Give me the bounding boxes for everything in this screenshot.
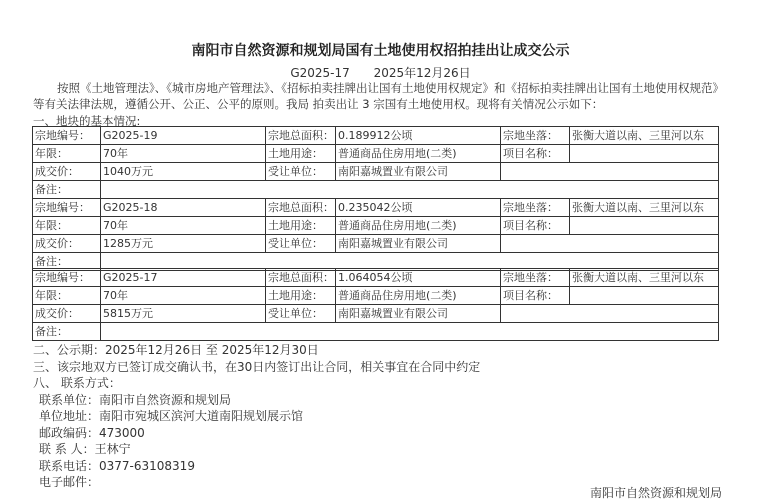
value-buyer: 南阳嘉城置业有限公司 <box>336 305 501 323</box>
empty-cell <box>501 235 719 253</box>
label-use: 土地用途： <box>266 145 336 163</box>
label-term: 年限： <box>33 287 101 305</box>
contact-postcode: 邮政编码：473000 <box>39 425 145 440</box>
value-term: 70年 <box>101 217 266 235</box>
contact-phone: 联系电话：0377-63108319 <box>39 458 195 473</box>
parcel-table-3 <box>32 268 719 341</box>
subtitle <box>0 64 761 81</box>
label-buyer: 受让单位： <box>266 305 336 323</box>
value-term: 70年 <box>101 145 266 163</box>
value-location: 张衡大道以南、三里河以东 <box>570 127 719 145</box>
value-project <box>570 287 719 305</box>
value-use: 普通商品住房用地(二类) <box>336 287 501 305</box>
empty-cell <box>501 305 719 323</box>
value-area: 0.235042公顷 <box>336 199 501 217</box>
label-location: 宗地坐落： <box>501 199 570 217</box>
contact-heading: 八、 联系方式： <box>33 376 121 390</box>
table-row <box>33 199 719 217</box>
label-remark: 备注： <box>33 323 101 341</box>
value-location: 张衡大道以南、三里河以东 <box>570 199 719 217</box>
label-project: 项目名称： <box>501 145 570 163</box>
value-price: 5815万元 <box>101 305 266 323</box>
value-project <box>570 217 719 235</box>
label-price: 成交价： <box>33 235 101 253</box>
table-row <box>33 269 719 287</box>
value-price: 1285万元 <box>101 235 266 253</box>
value-buyer: 南阳嘉城置业有限公司 <box>336 235 501 253</box>
label-buyer: 受让单位： <box>266 235 336 253</box>
table-row <box>33 163 719 181</box>
label-use: 土地用途： <box>266 217 336 235</box>
section-1-heading: 一、地块的基本情况: <box>33 114 141 128</box>
value-project <box>570 145 719 163</box>
label-use: 土地用途： <box>266 287 336 305</box>
table-row <box>33 217 719 235</box>
table-row <box>33 145 719 163</box>
value-buyer: 南阳嘉城置业有限公司 <box>336 163 501 181</box>
intro-paragraph: 按照《土地管理法》、《城市房地产管理法》、《招标拍卖挂牌出让国有土地使用权规定》和《招标拍卖挂牌出让国有土地使用权规范》等有关法律法规，遵循公开、公正、公平的原则。我局 拍卖出让 3 宗国有土地使用权。现将有关情况公示如下： <box>33 81 719 111</box>
table-row <box>33 305 719 323</box>
label-term: 年限： <box>33 145 101 163</box>
page-title: 南阳市自然资源和规划局国有土地使用权招拍挂出让成交公示 <box>191 43 570 59</box>
label-area: 宗地总面积： <box>266 269 336 287</box>
label-project: 项目名称： <box>501 217 570 235</box>
value-remark <box>101 181 719 199</box>
label-area: 宗地总面积： <box>266 199 336 217</box>
doc-date: 2025年12月26日 <box>373 66 471 80</box>
table-row <box>33 181 719 199</box>
contact-person: 联 系 人：王林宁 <box>39 442 131 456</box>
contract-note: 三、该宗地双方已签订成交确认书，在30日内签订出让合同，相关事宜在合同中约定 <box>33 359 481 374</box>
value-area: 1.064054公顷 <box>336 269 501 287</box>
table-row <box>33 323 719 341</box>
value-use: 普通商品住房用地(二类) <box>336 145 501 163</box>
notice-details <box>33 342 480 491</box>
label-buyer: 受让单位： <box>266 163 336 181</box>
label-parcel-no: 宗地编号： <box>33 199 101 217</box>
value-parcel-no: G2025-19 <box>101 127 266 145</box>
label-remark: 备注： <box>33 181 101 199</box>
label-location: 宗地坐落： <box>501 269 570 287</box>
label-price: 成交价： <box>33 305 101 323</box>
parcel-table-1 <box>32 126 719 199</box>
value-term: 70年 <box>101 287 266 305</box>
table-row <box>33 235 719 253</box>
empty-cell <box>501 163 719 181</box>
value-location: 张衡大道以南、三里河以东 <box>570 269 719 287</box>
label-location: 宗地坐落： <box>501 127 570 145</box>
doc-number: G2025-17 <box>290 66 350 80</box>
label-area: 宗地总面积： <box>266 127 336 145</box>
value-remark <box>101 323 719 341</box>
contact-email: 电子邮件： <box>39 475 100 489</box>
table-row <box>33 127 719 145</box>
label-parcel-no: 宗地编号： <box>33 269 101 287</box>
publicity-period: 二、公示期：2025年12月26日 至 2025年12月30日 <box>33 343 319 357</box>
contact-address: 单位地址：南阳市宛城区滨河大道南阳规划展示馆 <box>39 409 304 423</box>
label-remark: 备注： <box>33 253 101 271</box>
label-parcel-no: 宗地编号： <box>33 127 101 145</box>
contact-unit: 联系单位：南阳市自然资源和规划局 <box>39 392 232 407</box>
table-row <box>33 287 719 305</box>
value-price: 1040万元 <box>101 163 266 181</box>
signature: 南阳市自然资源和规划局 <box>590 486 723 500</box>
label-term: 年限： <box>33 217 101 235</box>
label-price: 成交价： <box>33 163 101 181</box>
label-project: 项目名称： <box>501 287 570 305</box>
parcel-table-2 <box>32 198 719 271</box>
value-use: 普通商品住房用地(二类) <box>336 217 501 235</box>
value-area: 0.189912公顷 <box>336 127 501 145</box>
value-parcel-no: G2025-17 <box>101 269 266 287</box>
value-parcel-no: G2025-18 <box>101 199 266 217</box>
